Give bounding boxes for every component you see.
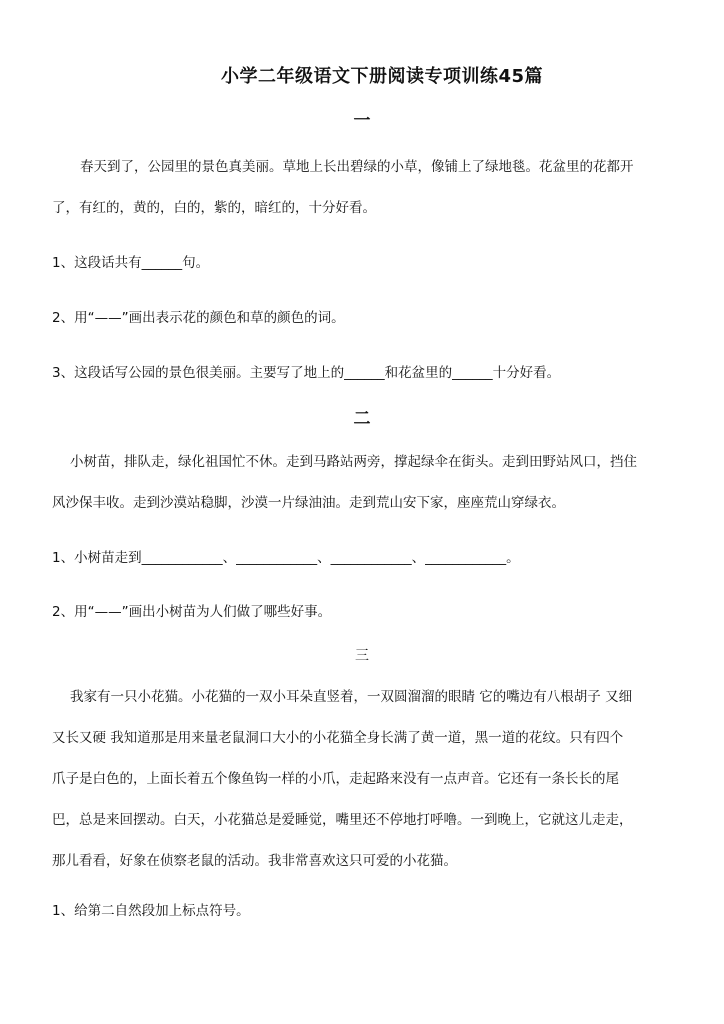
paragraph-line: 巴，总是来回摆动。白天，小花猫总是爱睡觉，嘴里还不停地打呼噜。一到晚上，它就这儿走走，: [52, 812, 633, 828]
document-title: 小学二年级语文下册阅读专项训练45篇: [220, 66, 544, 87]
paragraph-line: 那儿看看，好象在侦察老鼠的活动。我非常喜欢这只可爱的小花猫。: [52, 853, 457, 869]
section-1-paragraph: [52, 147, 677, 229]
paragraph-line: 了，有红的，黄的，白的，紫的，暗红的，十分好看。: [52, 200, 376, 216]
paragraph-line: 春天到了，公园里的景色真美丽。草地上长出碧绿的小草，像铺上了绿地毯。花盆里的花都开: [80, 159, 634, 175]
question-3-1: 1、给第二自然段加上标点符号。: [52, 903, 250, 919]
section-heading-3: 三: [355, 648, 369, 664]
question-2-2: 2、用“——”画出小树苗为人们做了哪些好事。: [52, 604, 332, 620]
section-3-paragraph: [52, 677, 677, 882]
paragraph-line: 小树苗，排队走，绿化祖国忙不休。走到马路站两旁，撑起绿伞在街头。走到田野站风口，挡住: [70, 454, 637, 470]
paragraph-line: 爪子是白色的，上面长着五个像鱼钩一样的小爪，走起路来没有一点声音。它还有一条长长的尾: [52, 771, 619, 787]
paragraph-line: 风沙保丰收。走到沙漠站稳脚，沙漠一片绿油油。走到荒山安下家，座座荒山穿绿衣。: [52, 495, 565, 511]
question-2-1: 1、小树苗走到____________、____________、____________、____________。: [52, 550, 520, 566]
question-1-2: 2、用“——”画出表示花的颜色和草的颜色的词。: [52, 310, 345, 326]
question-1-1: 1、这段话共有______句。: [52, 255, 210, 271]
paragraph-line: 我家有一只小花猫。小花猫的一双小耳朵直竖着，一双圆溜溜的眼睛 它的嘴边有八根胡子 又细: [70, 689, 633, 705]
paragraph-line: 又长又硬 我知道那是用来量老鼠洞口大小的小花猫全身长满了黄一道，黑一道的花纹。只有四个: [52, 730, 624, 746]
section-heading-2: 二: [353, 409, 371, 429]
section-heading-1: 一: [353, 111, 371, 131]
question-1-3: 3、这段话写公园的景色很美丽。主要写了地上的______和花盆里的______十分好看。: [52, 365, 561, 381]
section-2-paragraph: [52, 442, 677, 524]
